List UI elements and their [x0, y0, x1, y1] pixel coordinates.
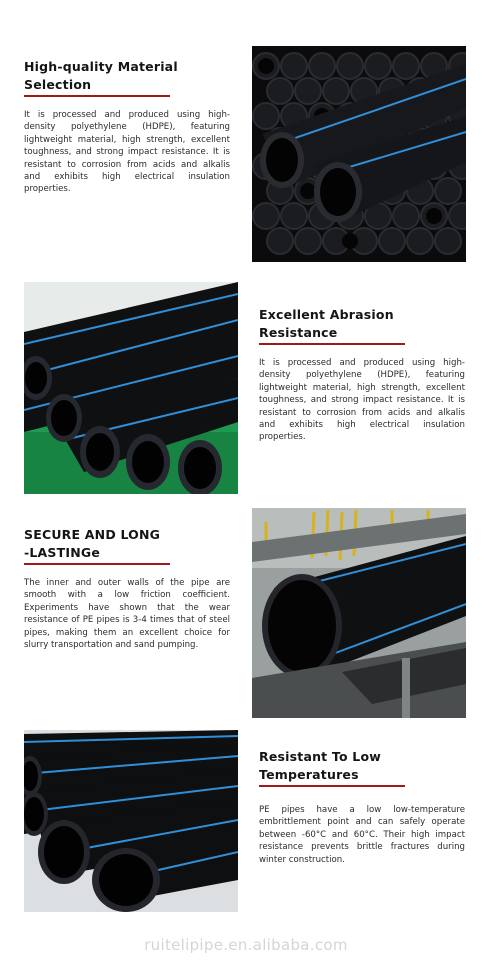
title-underline	[24, 95, 170, 97]
section-body: The inner and outer walls of the pipe are smooth with a low friction coefficient. Experiments have shown that the wear resistance of PE pipes is 3-4 times that of steel pipes, making them an excellent choice for slurry transportation and sand pumping.	[24, 578, 230, 651]
section-title: Resistant To Low Temperatures	[259, 749, 382, 782]
section-body: PE pipes have a low low-temperature embrittlement point and can safely operate between -60°C and 60°C. Their high impact resistance prevents brittle fractures during winter construction.	[259, 805, 465, 865]
photo-large-pipe-production	[252, 508, 466, 718]
title-underline	[259, 785, 405, 787]
photo-pipes-warehouse	[24, 282, 238, 494]
title-underline	[259, 343, 405, 345]
site-watermark: ruitelipipe.en.alibaba.com	[144, 936, 348, 954]
section-body: It is processed and produced using high-density polyethylene (HDPE), featuring lightweight material, high strength, excellent toughness, and strong impact resistance. It is resistant to corrosion from acids and alkalis and exhibits high electrical insulation properties.	[259, 358, 465, 443]
photo-pipes-blue-stripes	[24, 730, 238, 912]
section-title: Excellent Abrasion Resistance	[259, 307, 394, 340]
section-title: High-quality Material Selection	[24, 59, 178, 92]
section-title: SECURE AND LONG -LASTINGe	[24, 527, 161, 560]
title-underline	[24, 563, 170, 565]
photo-pipes-stack	[252, 46, 466, 262]
section-body: It is processed and produced using high-density polyethylene (HDPE), featuring lightweight material, high strength, excellent toughness, and strong impact resistance. It is resistant to corrosion from acids and alkalis and exhibits high electrical insulation properties.	[24, 110, 230, 195]
